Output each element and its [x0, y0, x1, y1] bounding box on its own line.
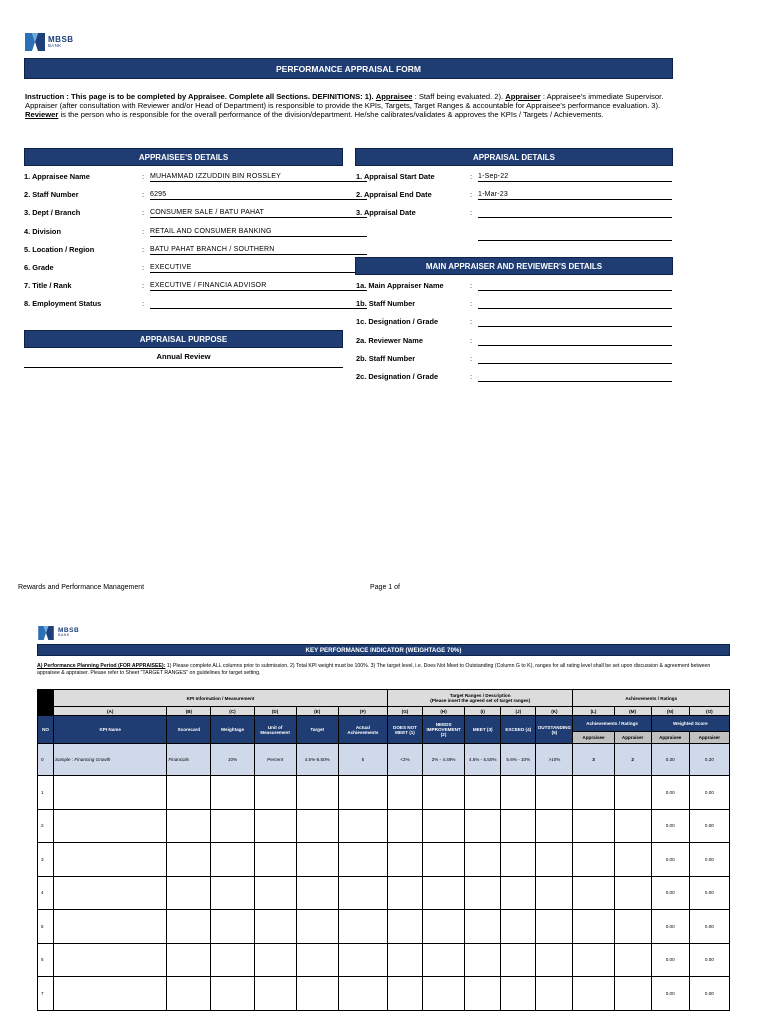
kpi-row-no: 4	[38, 876, 54, 910]
kpi-input-cell[interactable]	[501, 843, 536, 877]
kpi-row-no: 1	[38, 776, 54, 810]
detail-colon: :	[142, 226, 145, 236]
detail-row	[24, 294, 367, 310]
kpi-row-no: 5	[38, 910, 54, 944]
appraisal-purpose-value[interactable]	[24, 350, 343, 368]
detail-label: 5. Location / Region	[24, 244, 95, 254]
ach-appraiser: Appraiser	[614, 732, 651, 744]
kpi-input-cell[interactable]	[536, 843, 573, 877]
detail-row	[356, 349, 672, 365]
footer-page: Page 1 of	[370, 584, 400, 591]
letter-blank	[38, 707, 54, 716]
kpi-input-cell[interactable]	[573, 776, 614, 810]
kpi-input-cell[interactable]	[211, 876, 254, 910]
detail-colon: :	[142, 299, 145, 309]
kpi-input-cell[interactable]	[338, 843, 387, 877]
detail-label: 1. Appraisee Name	[24, 172, 90, 181]
mbsb-logo-icon	[37, 626, 55, 640]
detail-colon: :	[142, 208, 145, 218]
kpi-input-cell[interactable]	[387, 977, 422, 1011]
col-letter: (F)	[338, 707, 387, 716]
kpi-input-cell[interactable]	[254, 843, 296, 877]
logo-name: MBSB	[58, 626, 80, 634]
kpi-weighted-appraiser: 0.00	[689, 910, 729, 944]
detail-colon: :	[470, 317, 473, 327]
kpi-input-cell[interactable]	[296, 876, 338, 910]
detail-label: 6. Grade	[24, 263, 54, 272]
kpi-input-cell[interactable]	[54, 809, 167, 843]
footer-left: Rewards and Performance Management	[18, 584, 145, 591]
kpi-row	[38, 876, 730, 910]
kpi-input-cell[interactable]	[423, 776, 465, 810]
kpi-input-cell[interactable]	[387, 843, 422, 877]
appraisal-purpose-header: APPRAISAL PURPOSE	[24, 330, 343, 348]
col-letter: (D)	[254, 707, 296, 716]
sample-kpi-name: Sample : Financing Growth	[54, 744, 167, 776]
reviewer-details-header: MAIN APPRAISER AND REVIEWER'S DETAILS	[355, 257, 673, 275]
kpi-input-cell[interactable]	[573, 943, 614, 977]
kpi-input-cell[interactable]	[501, 776, 536, 810]
term-reviewer: Reviewer	[25, 110, 59, 119]
col-kpi-name: KPI Name	[54, 716, 167, 744]
kpi-input-cell[interactable]	[211, 776, 254, 810]
detail-colon: :	[470, 372, 473, 381]
kpi-input-cell[interactable]	[338, 977, 387, 1011]
detail-value-field[interactable]	[478, 370, 672, 382]
detail-colon: :	[470, 208, 473, 218]
kpi-title: KEY PERFORMANCE INDICATOR (WEIGHTAGE 70%)	[37, 644, 730, 656]
kpi-weighted-appraiser: 0.00	[689, 776, 729, 810]
kpi-input-cell[interactable]	[211, 843, 254, 877]
detail-value-field[interactable]	[478, 334, 672, 346]
detail-value-field[interactable]	[478, 352, 672, 364]
detail-value-field[interactable]: BATU PAHAT BRANCH / SOUTHERN	[150, 243, 367, 255]
mbsb-logo-icon	[25, 33, 45, 51]
detail-label: 1a. Main Appraiser Name	[356, 281, 444, 290]
detail-row	[24, 276, 367, 292]
kpi-input-cell[interactable]	[614, 776, 651, 810]
definition-reviewer: is the person who is responsible for the overall performance of the division/department. He/she calibrates/validates & approves the KPIs / Targets / Achievements.	[58, 110, 604, 119]
col-letter: (L)	[573, 707, 614, 716]
kpi-input-cell[interactable]	[614, 809, 651, 843]
detail-label: 2a. Reviewer Name	[356, 335, 423, 345]
col-letter: (N)	[651, 707, 689, 716]
kpi-note-lead: A) Performance Planning Period (FOR APPRAISEE):	[37, 663, 166, 669]
detail-label: 1b. Staff Number	[356, 299, 416, 309]
detail-value-field[interactable]: 6295	[150, 188, 367, 200]
kpi-input-cell[interactable]	[338, 809, 387, 843]
col-scorecard: Scorecard	[167, 716, 211, 744]
col-letter: (M)	[614, 707, 651, 716]
detail-colon: :	[142, 281, 145, 291]
detail-row	[24, 185, 367, 201]
kpi-input-cell[interactable]	[423, 977, 465, 1011]
detail-row	[356, 203, 672, 219]
sample-target: 4.5%-5.50%	[296, 744, 338, 776]
bank-logo	[25, 33, 74, 51]
group-target-ranges	[387, 690, 573, 707]
kpi-input-cell[interactable]	[614, 977, 651, 1011]
kpi-weighted-appraiser: 0.00	[689, 809, 729, 843]
detail-label: 3. Dept / Branch	[24, 208, 81, 218]
kpi-input-cell[interactable]	[465, 876, 501, 910]
kpi-input-cell[interactable]	[211, 977, 254, 1011]
col-weightage: Weightage	[211, 716, 254, 744]
kpi-input-cell[interactable]	[573, 977, 614, 1011]
kpi-input-cell[interactable]	[423, 943, 465, 977]
kpi-input-cell[interactable]	[338, 943, 387, 977]
appraisal-date-line	[478, 240, 672, 241]
kpi-input-cell[interactable]	[536, 943, 573, 977]
kpi-input-cell[interactable]	[167, 809, 211, 843]
kpi-input-cell[interactable]	[54, 843, 167, 877]
sample-weightage: 10%	[211, 744, 254, 776]
col-letter: (H)	[423, 707, 465, 716]
detail-label: 8. Employment Status	[24, 299, 102, 309]
kpi-row	[38, 943, 730, 977]
detail-row	[356, 367, 672, 383]
kpi-input-cell[interactable]	[296, 809, 338, 843]
group-kpi-info: KPI Information / Measurement	[54, 690, 388, 707]
sample-g: <2%	[387, 744, 422, 776]
detail-colon: :	[142, 263, 145, 272]
kpi-input-cell[interactable]	[211, 910, 254, 944]
detail-label: 7. Title / Rank	[24, 281, 72, 291]
kpi-input-cell[interactable]	[54, 943, 167, 977]
kpi-input-cell[interactable]	[296, 776, 338, 810]
detail-value-field[interactable]: EXECUTIVE / FINANCIA ADVISOR	[150, 279, 367, 291]
kpi-input-cell[interactable]	[465, 943, 501, 977]
group-achievements: Achievements / Ratings	[573, 690, 730, 707]
detail-row	[356, 185, 672, 201]
kpi-table	[37, 689, 730, 1011]
kpi-input-cell[interactable]	[338, 876, 387, 910]
kpi-input-cell[interactable]	[465, 776, 501, 810]
kpi-input-cell[interactable]	[536, 910, 573, 944]
kpi-weighted-appraiser: 0.00	[689, 977, 729, 1011]
sample-k: >10%	[536, 744, 573, 776]
kpi-input-cell[interactable]	[167, 943, 211, 977]
kpi-input-cell[interactable]	[387, 876, 422, 910]
kpi-input-cell[interactable]	[296, 943, 338, 977]
kpi-input-cell[interactable]	[167, 843, 211, 877]
kpi-row-no: 3	[38, 843, 54, 877]
kpi-input-cell[interactable]	[387, 776, 422, 810]
detail-colon: :	[470, 190, 473, 200]
kpi-input-cell[interactable]	[536, 977, 573, 1011]
detail-row	[24, 203, 367, 219]
kpi-row	[38, 977, 730, 1011]
col-letter: (J)	[501, 707, 536, 716]
detail-colon: :	[470, 299, 473, 309]
kpi-input-cell[interactable]	[54, 977, 167, 1011]
col-letter: (G)	[387, 707, 422, 716]
appraisee-details-header: APPRAISEE'S DETAILS	[24, 148, 343, 166]
sample-l: 3	[573, 744, 614, 776]
sample-i: 4.5% - 5.50%	[465, 744, 501, 776]
kpi-input-cell[interactable]	[338, 776, 387, 810]
detail-colon: :	[142, 172, 145, 181]
detail-label: 4. Division	[24, 226, 61, 236]
detail-value-field[interactable]: CONSUMER SALE / BATU PAHAT	[150, 206, 367, 218]
detail-label: 2c. Designation / Grade	[356, 372, 439, 381]
detail-label: 2. Staff Number	[24, 190, 79, 200]
group-target-title: Target Ranges / Description	[449, 693, 511, 698]
detail-row	[24, 167, 367, 183]
kpi-weighted-appraisee: 0.00	[651, 876, 689, 910]
detail-label: 2. Appraisal End Date	[356, 190, 432, 200]
kpi-input-cell[interactable]	[423, 843, 465, 877]
detail-value-field[interactable]	[478, 297, 672, 309]
kpi-weighted-appraiser: 0.00	[689, 943, 729, 977]
detail-colon: :	[142, 244, 145, 254]
detail-label: 1. Appraisal Start Date	[356, 172, 435, 181]
kpi-weighted-appraisee: 0.00	[651, 910, 689, 944]
col-unit: Unit of Measurement	[254, 716, 296, 744]
kpi-note	[37, 663, 730, 676]
detail-colon: :	[470, 335, 473, 345]
sample-n: 0.30	[651, 744, 689, 776]
detail-label: 1c. Designation / Grade	[356, 317, 439, 327]
group-target-sub: (Please insert the agreed set of target ranges)	[430, 698, 531, 703]
sample-scorecard: Financials	[167, 744, 211, 776]
sample-o: 0.20	[689, 744, 729, 776]
kpi-input-cell[interactable]	[573, 843, 614, 877]
sample-unit: Percent	[254, 744, 296, 776]
col-target: Target	[296, 716, 338, 744]
col-letter: (C)	[211, 707, 254, 716]
term-appraisee: Appraisee	[375, 92, 413, 101]
kpi-input-cell[interactable]	[614, 943, 651, 977]
kpi-weighted-appraisee: 0.00	[651, 943, 689, 977]
kpi-input-cell[interactable]	[254, 910, 296, 944]
detail-value-field[interactable]: 1-Mar-23	[478, 188, 672, 200]
kpi-input-cell[interactable]	[423, 809, 465, 843]
detail-value-field[interactable]: 1-Sep-22	[478, 170, 672, 182]
definition-appraisee: : Staff being evaluated. 2).	[412, 92, 504, 101]
kpi-input-cell[interactable]	[167, 910, 211, 944]
kpi-input-cell[interactable]	[254, 809, 296, 843]
detail-label: 2b. Staff Number	[356, 353, 416, 363]
instruction-lead: Instruction : This page is to be completed by Appraisee. Complete all Sections. DEFINITIONS: 1).	[25, 92, 374, 101]
detail-colon: :	[470, 172, 473, 181]
kpi-input-cell[interactable]	[254, 943, 296, 977]
detail-row	[356, 331, 672, 347]
detail-colon: :	[470, 281, 473, 290]
bank-logo-page2	[37, 626, 79, 640]
detail-row	[356, 276, 672, 292]
detail-value-field[interactable]	[478, 206, 672, 218]
sample-h: 2% - 4.49%	[423, 744, 465, 776]
kpi-input-cell[interactable]	[465, 843, 501, 877]
kpi-input-cell[interactable]	[254, 977, 296, 1011]
col-letter: (B)	[167, 707, 211, 716]
kpi-weighted-appraiser: 0.00	[689, 843, 729, 877]
kpi-input-cell[interactable]	[573, 910, 614, 944]
detail-row	[356, 294, 672, 310]
kpi-row	[38, 843, 730, 877]
detail-row	[356, 167, 672, 183]
kpi-input-cell[interactable]	[54, 876, 167, 910]
kpi-input-cell[interactable]	[465, 809, 501, 843]
sample-j: 5.6% - 10%	[501, 744, 536, 776]
kpi-input-cell[interactable]	[423, 910, 465, 944]
kpi-input-cell[interactable]	[54, 910, 167, 944]
kpi-input-cell[interactable]	[501, 910, 536, 944]
kpi-input-cell[interactable]	[465, 977, 501, 1011]
kpi-weighted-appraisee: 0.00	[651, 776, 689, 810]
col-letter: (A)	[54, 707, 167, 716]
detail-row	[24, 258, 367, 274]
kpi-input-cell[interactable]	[614, 910, 651, 944]
detail-colon: :	[470, 353, 473, 363]
detail-value-field[interactable]: MUHAMMAD IZZUDDIN BIN ROSSLEY	[150, 170, 367, 182]
kpi-input-cell[interactable]	[423, 876, 465, 910]
corner-cell	[38, 690, 54, 707]
kpi-input-cell[interactable]	[167, 776, 211, 810]
detail-value-field[interactable]	[150, 297, 367, 309]
kpi-input-cell[interactable]	[614, 843, 651, 877]
ws-appraisee: Appraisee	[651, 732, 689, 744]
detail-value-field[interactable]	[478, 279, 672, 291]
kpi-input-cell[interactable]	[167, 977, 211, 1011]
ws-appraiser: Appraiser	[689, 732, 729, 744]
definition-appraiser: : Appraisee's immediate Supervisor. Appraiser (after consultation with Reviewer and/or Head of Department) is responsible to provide the KPIs, Targets, Target Ranges & accountable for Appraisee's performance evaluation. 3).	[25, 92, 664, 110]
kpi-input-cell[interactable]	[536, 876, 573, 910]
kpi-input-cell[interactable]	[573, 876, 614, 910]
ach-appraisee: Appraisee	[573, 732, 614, 744]
detail-row	[356, 312, 672, 328]
kpi-input-cell[interactable]	[296, 910, 338, 944]
kpi-input-cell[interactable]	[501, 943, 536, 977]
detail-value-field[interactable]: RETAIL AND CONSUMER BANKING	[150, 225, 367, 237]
kpi-input-cell[interactable]	[254, 776, 296, 810]
detail-value-field[interactable]: EXECUTIVE	[150, 261, 367, 273]
col-no: NO	[38, 716, 54, 744]
kpi-input-cell[interactable]	[54, 776, 167, 810]
sample-no: 0	[38, 744, 54, 776]
kpi-row	[38, 776, 730, 810]
kpi-input-cell[interactable]	[573, 809, 614, 843]
kpi-input-cell[interactable]	[167, 876, 211, 910]
detail-row	[24, 222, 367, 238]
kpi-input-cell[interactable]	[465, 910, 501, 944]
kpi-input-cell[interactable]	[387, 809, 422, 843]
detail-colon: :	[142, 190, 145, 200]
kpi-input-cell[interactable]	[254, 876, 296, 910]
col-letter: (K)	[536, 707, 573, 716]
instruction-text	[25, 92, 673, 119]
kpi-input-cell[interactable]	[211, 809, 254, 843]
kpi-input-cell[interactable]	[296, 977, 338, 1011]
col-does-not-meet: DOES NOT MEET (1)	[387, 716, 422, 744]
kpi-input-cell[interactable]	[501, 876, 536, 910]
kpi-weighted-appraiser: 0.00	[689, 876, 729, 910]
appraisal-details-header: APPRAISAL DETAILS	[355, 148, 673, 166]
kpi-input-cell[interactable]	[387, 910, 422, 944]
col-actual: Actual Achievements	[338, 716, 387, 744]
col-weighted-score: Weighted Score	[651, 716, 729, 732]
logo-sub: BANK	[58, 633, 70, 638]
kpi-input-cell[interactable]	[501, 977, 536, 1011]
kpi-weighted-appraisee: 0.00	[651, 843, 689, 877]
kpi-input-cell[interactable]	[211, 943, 254, 977]
kpi-weighted-appraisee: 0.00	[651, 977, 689, 1011]
col-outstanding: OUTSTANDING (5)	[536, 716, 573, 744]
detail-label: 3. Appraisal Date	[356, 208, 416, 218]
col-meet: MEET (3)	[465, 716, 501, 744]
sample-m: 2	[614, 744, 651, 776]
col-letter: (E)	[296, 707, 338, 716]
kpi-row	[38, 809, 730, 843]
kpi-input-cell[interactable]	[387, 943, 422, 977]
kpi-input-cell[interactable]	[501, 809, 536, 843]
detail-value-field[interactable]	[478, 315, 672, 327]
detail-row	[24, 240, 367, 256]
kpi-weighted-appraisee: 0.00	[651, 809, 689, 843]
appraisal-purpose-text: Annual Review	[156, 352, 211, 361]
kpi-row	[38, 910, 730, 944]
kpi-sample-row	[38, 744, 730, 776]
kpi-input-cell[interactable]	[536, 776, 573, 810]
col-achievements: Achievements / Ratings	[573, 716, 651, 732]
sample-actual: 5	[338, 744, 387, 776]
kpi-note-body: 1) Please complete ALL columns prior to submission. 2) Total KPI weight must be 100%. 3) The target level, i.e. Does Not Meet to Outstanding (Column G to K), ranges for all rating level shall be set upon discussion & agreement between appraisee & appraiser. Please refer to Sheet "TARGET RANGES" on guidelines for target setting.	[37, 663, 711, 676]
kpi-input-cell[interactable]	[536, 809, 573, 843]
kpi-input-cell[interactable]	[296, 843, 338, 877]
term-appraiser: Appraiser	[505, 92, 541, 101]
kpi-row-no: 7	[38, 977, 54, 1011]
kpi-input-cell[interactable]	[614, 876, 651, 910]
kpi-row-no: 2	[38, 809, 54, 843]
col-needs-improvement: NEEDS IMPROVEMENT (2)	[423, 716, 465, 744]
col-letter: (I)	[465, 707, 501, 716]
kpi-row-no: 6	[38, 943, 54, 977]
logo-name: MBSB	[48, 34, 74, 44]
col-exceed: EXCEED (4)	[501, 716, 536, 744]
logo-sub: BANK	[48, 42, 62, 48]
col-letter: (O)	[689, 707, 729, 716]
kpi-input-cell[interactable]	[338, 910, 387, 944]
form-title: PERFORMANCE APPRAISAL FORM	[24, 58, 673, 79]
